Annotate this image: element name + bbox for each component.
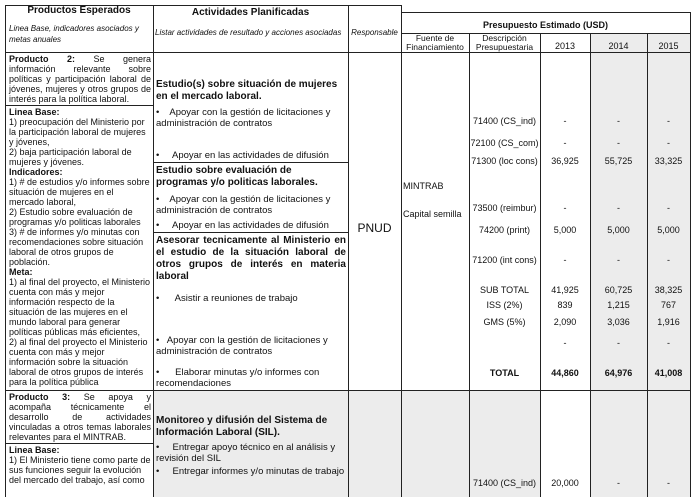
activity-bullet: • Elaborar minutas y/o informes con recomendaciones (156, 367, 320, 389)
budget-description: GMS (5%) (483, 317, 526, 327)
budget-2013: 5,000 (553, 225, 577, 235)
budget-2015: - (667, 138, 670, 148)
fuente-value: Capital semilla (403, 209, 462, 219)
activity-block (154, 391, 348, 497)
budget-2014: - (617, 338, 620, 348)
producto3-title: Producto 3: (9, 392, 71, 402)
budget-description: ISS (2%) (486, 300, 523, 310)
activity-bullet-text: Entregar apoyo técnico en al análisis y revisión del SIL (156, 442, 336, 464)
responsable-value: PNUD (357, 221, 392, 235)
producto3-desc: Se apoya y acompaña técnicamente el desarrollo de actividades vinculadas a otros temas laborales relevantes para el MINTRAB. (9, 392, 151, 442)
budget-2015: - (667, 255, 670, 265)
budget-description: 73500 (reimbur) (472, 203, 537, 213)
indicadores-label: Indicadores: (9, 167, 63, 177)
budget-2013: 2,090 (553, 317, 577, 327)
budget-2015: 767 (660, 300, 677, 310)
activity-bullet: • Entregar apoyo técnico en al análisis y revisión del SIL (156, 442, 336, 464)
activity-bullet-text: Apoyar en las actividades de difusión (172, 150, 329, 161)
col-header-actividades: Actividades Planificadas (191, 7, 310, 18)
col-header-year: 2014 (608, 41, 629, 51)
activity-block (154, 163, 348, 233)
grid-line (348, 5, 349, 497)
budget-2013: 20,000 (551, 478, 579, 488)
activity-title: Estudio sobre evaluación de programas y/o politicas laborales. (156, 165, 318, 188)
budget-2014: 5,000 (607, 225, 630, 235)
indicadores-text: 1) # de estudios y/o informes sobre situación de mujeres en el mercado laboral, 2) Estudio sobre evaluación de programas y/o politicas laborales 3) # de informes y/o minutas con recomendaciones sobre situación laboral de otros grupos de población. (9, 177, 150, 267)
col-header-year: 2015 (658, 41, 679, 51)
linea-base-text: 1) preocupación del Ministerio por la participación laboral de mujeres y jóvenes, 2) baja participación laboral de mujeres y jóvenes. (9, 117, 146, 167)
grid-line (690, 12, 691, 497)
col-subheader-actividades: Listar actividades de resultado y acciones asociadas (155, 28, 342, 37)
budget-2013: - (563, 255, 567, 265)
budget-2013: - (563, 138, 567, 148)
fuente-value: MINTRAB (403, 181, 444, 191)
activity-block (154, 53, 348, 163)
producto2-desc: Se genera información relevante sobre políticas y participación laboral de jóvenes, mujeres y otros grupos de interés para la política laboral. (9, 54, 151, 104)
meta-text: 1) al final del proyecto, el Ministerio cuenta con más y mejor información respecto de la situación de las mujeres en el mundo laboral para generar políticas públicas más eficientes, 2) al final del proyecto el Ministerio cuenta con más y mejor información sobre la situación laboral de otros grupos de interés para la política pública (9, 277, 151, 387)
producto3-details (6, 444, 153, 486)
budget-2013: - (563, 338, 567, 348)
activity-bullet: • Apoyar con la gestión de licitaciones y administración de contratos (156, 335, 328, 357)
meta-label: Meta: (9, 267, 33, 277)
activity-bullet: • Asistir a reuniones de trabajo (156, 293, 298, 304)
activity-bullet: • Apoyar en las actividades de difusión (156, 220, 329, 231)
budget-2015: 41,008 (654, 368, 683, 378)
budget-2014: - (617, 255, 620, 265)
producto2-description (6, 53, 153, 106)
activity-bullet: • Apoyar con la gestión de licitaciones y administración de contratos (156, 194, 331, 216)
col-header-descripcion: Descripción Presupuestaria (475, 33, 534, 52)
activity-bullet-text: Apoyar con la gestión de licitaciones y administración de contratos (156, 194, 331, 216)
budget-2014: 1,215 (607, 300, 630, 310)
budget-2015: - (667, 338, 670, 348)
producto2-cell (6, 53, 153, 390)
budget-description: 71200 (int cons) (472, 255, 537, 265)
producto2-title: Producto 2: (9, 54, 75, 64)
budget-2015: 38,325 (654, 285, 683, 295)
producto2-details (6, 106, 153, 388)
producto3-description (6, 391, 153, 444)
col-header-productos: Productos Esperados (27, 5, 131, 16)
budget-2013: 839 (557, 300, 573, 310)
budget-description: 71400 (CS_ind) (472, 478, 537, 488)
budget-2014: - (617, 478, 620, 488)
budget-2013: 41,925 (551, 285, 579, 295)
col-header-fuente: Fuente de Financiamiento (406, 33, 464, 52)
activity-bullet-text: Apoyar con la gestión de licitaciones y administración de contratos (156, 107, 331, 129)
budget-2013: - (563, 203, 567, 213)
budget-2013: - (563, 116, 567, 126)
budget-2014: 3,036 (607, 317, 630, 327)
activity-bullet-text: Elaborar minutas y/o informes con recomendaciones (156, 367, 320, 389)
activity-bullet: • Apoyar con la gestión de licitaciones y administración de contratos (156, 107, 331, 129)
activity-bullet: • Apoyar en las actividades de difusión (156, 150, 329, 161)
budget-description: TOTAL (489, 368, 520, 378)
budget-2014: - (617, 138, 620, 148)
budget-2015: - (667, 478, 670, 488)
activity-bullet-text: Apoyar con la gestión de licitaciones y administración de contratos (156, 335, 328, 357)
budget-2014: 64,976 (604, 368, 633, 378)
activity-title: Estudio(s) sobre situación de mujeres en el mercado laboral. (156, 79, 338, 102)
linea-base-text: 1) El Ministerio tiene como parte de sus funciones seguir la evolución del mercado del trabajo, así como (9, 455, 151, 485)
budget-2014: - (617, 203, 620, 213)
activity-title: Monitoreo y difusión del Sistema de Información Laboral (SIL). (156, 415, 328, 438)
col-header-presupuesto: Presupuesto Estimado (USD) (482, 20, 609, 30)
budget-description: SUB TOTAL (479, 285, 530, 295)
budget-description: 71400 (CS_ind) (472, 116, 537, 126)
grid-line (401, 5, 402, 497)
budget-2015: - (667, 116, 670, 126)
budget-2015: 33,325 (654, 156, 683, 166)
activity-title: Asesorar tecnicamente al Ministerio en el estudio de la situación laboral de otros grupos de interés en materia laboral (156, 235, 346, 282)
activity-bullet-text: Entregar informes y/o minutas de trabajo (172, 466, 345, 477)
producto3-cell (6, 391, 153, 497)
budget-2014: - (617, 116, 620, 126)
col-header-responsable: Responsable (351, 28, 398, 37)
budget-2014: 55,725 (604, 156, 633, 166)
budget-2014: 60,725 (604, 285, 633, 295)
linea-base-label: Linea Base: (9, 107, 60, 117)
col-subheader-productos: Linea Base, indicadores asociados y metas anuales (9, 24, 139, 44)
budget-description: 71300 (loc cons) (471, 156, 538, 166)
linea-base-label: Linea Base: (9, 445, 60, 455)
activity-bullet: • Entregar informes y/o minutas de trabajo (156, 466, 345, 477)
activity-bullet-text: Apoyar en las actividades de difusión (172, 220, 329, 231)
activity-bullet-text: Asistir a reuniones de trabajo (174, 293, 298, 304)
col-header-year: 2013 (554, 41, 576, 51)
budget-2015: - (667, 203, 670, 213)
budget-description: 72100 (CS_com) (470, 138, 539, 148)
budget-2013: 44,860 (551, 368, 579, 378)
budget-2015: 5,000 (657, 225, 680, 235)
grid-line (401, 12, 691, 13)
budget-description: 74200 (print) (478, 225, 531, 235)
activity-block (154, 233, 348, 390)
budget-2015: 1,916 (657, 317, 680, 327)
budget-2013: 36,925 (551, 156, 579, 166)
